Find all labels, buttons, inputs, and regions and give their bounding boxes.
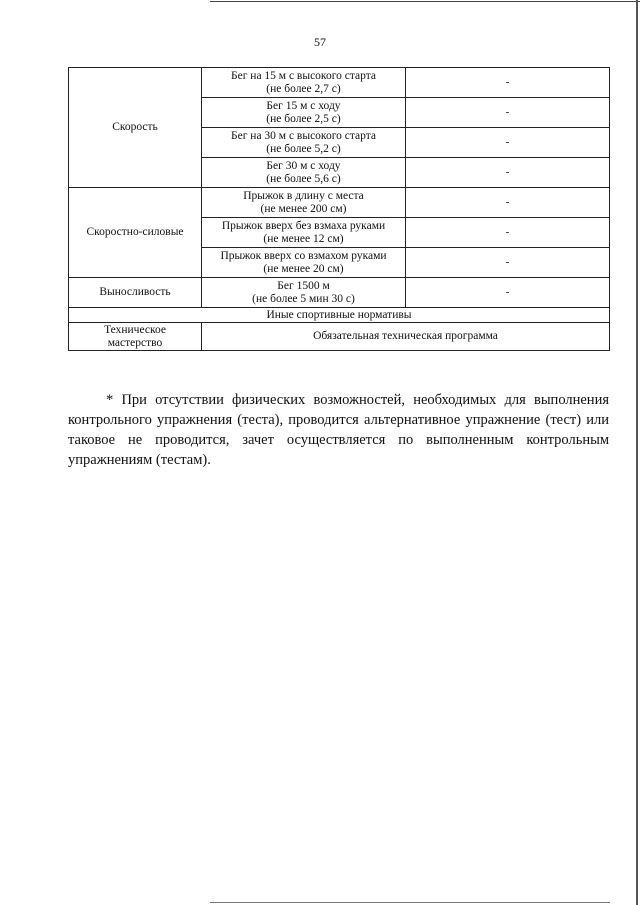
exercise-norm: (не более 2,5 с) [266, 112, 341, 125]
exercise-norm: (не более 5 мин 30 с) [252, 292, 355, 305]
category-cell: Скоростно-силовые [69, 188, 202, 278]
exercise-cell [202, 278, 406, 308]
footnote-text: * При отсутствии физических возможностей, необходимых для выполнения контрольного упражнения (теста), проводится альтернативное упражнение (тест) или таковое не проводится, зачет осуществляется по выполненным контрольным упражнениям (тестам). [68, 391, 609, 468]
value-cell: - [406, 128, 610, 158]
exercise-name: Бег 1500 м [277, 279, 330, 292]
table-row [69, 278, 610, 308]
technique-label-line: мастерство [107, 336, 163, 349]
exercise-cell [202, 188, 406, 218]
exercise-cell [202, 68, 406, 98]
exercise-norm: (не менее 12 см) [263, 232, 344, 245]
exercise-norm: (не менее 200 см) [260, 202, 347, 215]
exercise-name: Бег на 30 м с высокого старта [230, 129, 376, 142]
value-cell: - [406, 248, 610, 278]
exercise-norm: (не более 5,6 с) [266, 172, 341, 185]
exercise-cell [202, 158, 406, 188]
technique-value-cell: Обязательная техническая программа [202, 323, 610, 351]
table-row [69, 68, 610, 98]
exercise-norm: (не более 2,7 с) [266, 82, 341, 95]
exercise-name: Бег 15 м с ходу [266, 99, 341, 112]
exercise-name: Прыжок вверх без взмаха руками [221, 219, 386, 232]
value-cell: - [406, 68, 610, 98]
exercise-cell [202, 128, 406, 158]
value-cell: - [406, 98, 610, 128]
page-number: 57 [314, 35, 326, 49]
norms-table [68, 67, 610, 351]
category-cell [69, 323, 202, 351]
value-cell: - [406, 158, 610, 188]
category-cell: Выносливость [69, 278, 202, 308]
table-row [69, 308, 610, 323]
page-top-edge [210, 1, 640, 2]
exercise-norm: (не более 5,2 с) [266, 142, 341, 155]
exercise-cell [202, 218, 406, 248]
exercise-norm: (не менее 20 см) [263, 262, 344, 275]
category-cell: Скорость [69, 68, 202, 188]
value-cell: - [406, 218, 610, 248]
exercise-name: Прыжок в длину с места [243, 189, 364, 202]
exercise-cell [202, 98, 406, 128]
exercise-name: Бег на 15 м с высокого старта [230, 69, 376, 82]
table-row [69, 188, 610, 218]
exercise-name: Бег 30 м с ходу [266, 159, 341, 172]
technique-label-line: Техническое [104, 323, 166, 336]
exercise-cell [202, 248, 406, 278]
page-bottom-edge [210, 902, 610, 903]
table-row [69, 323, 610, 351]
page-right-edge [636, 0, 638, 905]
exercise-name: Прыжок вверх со взмахом руками [220, 249, 387, 262]
value-cell: - [406, 278, 610, 308]
value-cell: - [406, 188, 610, 218]
section-header-cell: Иные спортивные нормативы [69, 308, 610, 323]
